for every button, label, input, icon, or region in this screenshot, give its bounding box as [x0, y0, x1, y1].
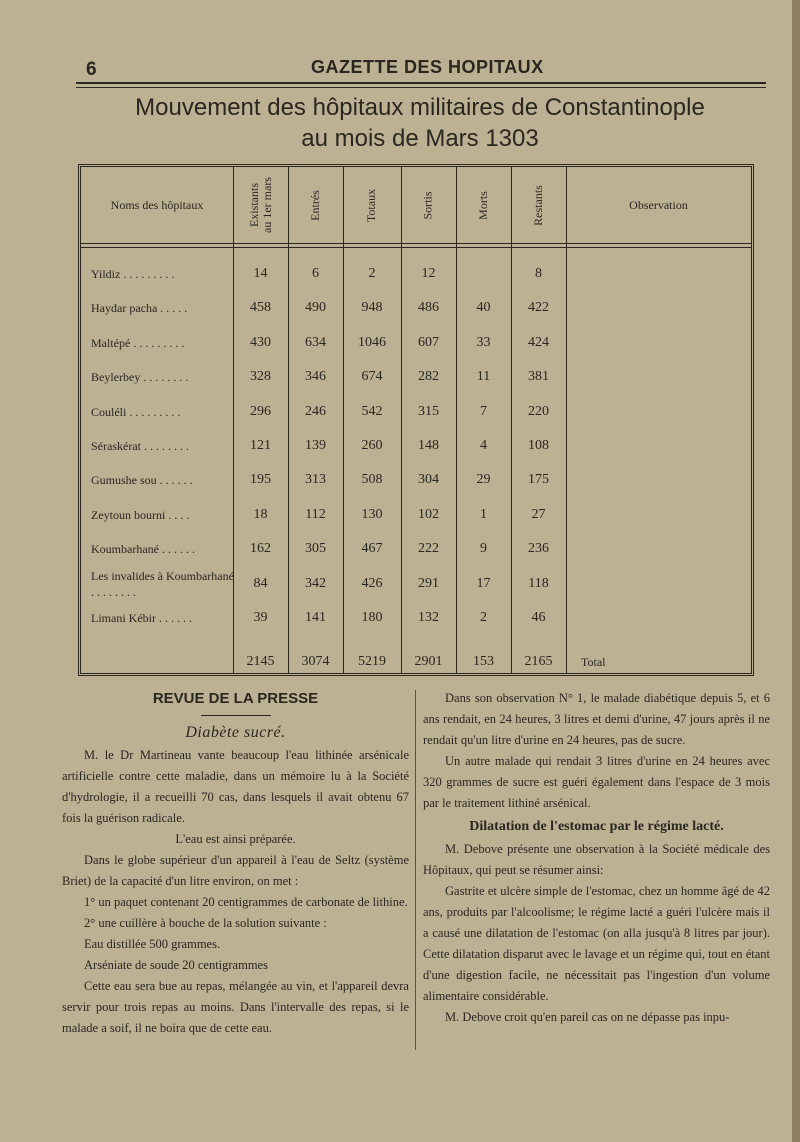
article-paragraph: Dans le globe supérieur d'un appareil à l'eau de Seltz (système Briet) de la capacité d'un litre environ, on met :	[62, 853, 409, 888]
cell-entres: 112	[305, 506, 326, 522]
table-row	[81, 360, 751, 394]
cell-sortis: 282	[418, 369, 439, 385]
cell-restants: 236	[528, 541, 549, 557]
article-paragraph: L'eau est ainsi préparée.	[175, 832, 296, 846]
cell-entres: 6	[312, 266, 319, 281]
hospital-name: Yildiz . . . . . . . . .	[91, 267, 175, 281]
cell-sortis: 291	[418, 575, 439, 591]
table-row	[81, 498, 751, 532]
section-title-rule	[201, 715, 271, 716]
cell-existants: 296	[250, 403, 271, 419]
table-title-line-2: au mois de Mars 1303	[301, 125, 539, 152]
cell-restants: 108	[528, 438, 549, 453]
total-sortis: 2901	[414, 654, 443, 669]
cell-morts: 11	[476, 369, 491, 385]
article-paragraph: M. Debove présente une observation à la Société médicale des Hôpitaux, qui peut se résumer ainsi:	[423, 842, 770, 877]
total-morts: 153	[473, 654, 494, 669]
cell-entres: 342	[305, 575, 326, 591]
cell-existants: 195	[250, 472, 271, 488]
cell-existants: 162	[250, 541, 271, 557]
column-header-sortis: Sortis	[420, 190, 435, 220]
hospital-name: Couléli . . . . . . . . .	[91, 404, 181, 419]
cell-sortis: 304	[418, 472, 439, 488]
column-header-observation: Observation	[629, 197, 688, 212]
cell-totaux: 260	[361, 438, 383, 453]
article-right-column	[423, 688, 770, 1028]
hospital-name: Gumushe sou . . . . . .	[91, 473, 193, 488]
total-totaux: 5219	[358, 654, 386, 669]
cell-totaux: 180	[361, 610, 383, 625]
hospital-name: Limani Kébir . . . . . .	[91, 611, 192, 625]
cell-entres: 346	[305, 369, 326, 385]
cell-existants: 84	[253, 575, 268, 591]
cell-restants: 118	[528, 575, 549, 591]
cell-entres: 139	[305, 438, 326, 453]
cell-morts: 33	[476, 334, 491, 350]
cell-morts	[456, 257, 511, 291]
table-row	[81, 532, 751, 566]
section-title: REVUE DE LA PRESSE	[152, 690, 319, 707]
article-paragraph: M. le Dr Martineau vante beaucoup l'eau lithinée arsénicale artificielle contre cette maladie, dans un mémoire lu à la Société d'hydrologie, il a recueilli 70 cas, dans lesquels il avait obtenu 67 fois la guérison radicale.	[62, 748, 409, 825]
cell-entres: 246	[305, 403, 326, 419]
article-paragraph: 1° un paquet contenant 20 centigrammes de carbonate de lithine.	[84, 895, 408, 909]
cell-sortis: 222	[418, 541, 439, 557]
article-paragraph: Gastrite et ulcère simple de l'estomac, chez un homme âgé de 42 ans, produits par l'alcoolisme; le régime lacté a guéri l'ulcère mais il a causé une dilatation de l'estomac (on alla jusqu'à 8 litres par jour). Cette dilatation disparut avec le lavage et un régime qui, tout en étant d'une digestion facile, ne nécessitait pas l'ingestion d'un volume alimentaire considérable.	[423, 884, 770, 1003]
column-header-restants: Restants	[530, 184, 545, 226]
cell-existants: 328	[250, 369, 271, 385]
cell-totaux: 426	[361, 575, 383, 591]
header-separator	[81, 243, 751, 248]
cell-entres: 305	[305, 541, 326, 557]
cell-existants: 18	[253, 506, 268, 522]
cell-totaux: 467	[361, 541, 383, 557]
cell-totaux: 130	[361, 506, 383, 522]
totals-row	[81, 645, 751, 679]
hospital-name: Zeytoun bourni . . . .	[91, 507, 190, 522]
cell-existants: 121	[250, 438, 271, 453]
cell-entres: 141	[305, 610, 326, 625]
header-rule	[76, 82, 766, 84]
article-paragraph: Arséniate de soude 20 centigrammes	[84, 958, 268, 972]
cell-entres: 313	[305, 472, 326, 488]
column-header-names: Noms des hôpitaux	[110, 197, 204, 212]
cell-morts: 17	[476, 575, 491, 591]
article-paragraph: 2° une cuillère à bouche de la solution suivante :	[84, 916, 327, 930]
article-paragraph: Cette eau sera bue au repas, mélangée au vin, et l'appareil devra servir pour trois repas au moins. Dans l'intervalle des repas, si le malade a soif, il ne boira que de cette eau.	[62, 979, 409, 1035]
cell-existants: 458	[250, 300, 271, 316]
cell-totaux: 2	[368, 266, 376, 281]
column-header-totaux: Totaux	[364, 188, 379, 222]
cell-sortis: 12	[421, 266, 436, 281]
cell-sortis: 132	[418, 610, 439, 625]
cell-totaux: 948	[361, 300, 383, 316]
table-row	[81, 395, 751, 429]
article-subtitle-2: Dilatation de l'estomac par le régime lacté.	[469, 819, 724, 834]
cell-restants: 8	[535, 266, 542, 281]
article-left-column	[62, 688, 409, 1039]
table-row	[81, 601, 751, 635]
table-row	[81, 463, 751, 497]
cell-sortis: 102	[418, 506, 439, 522]
table-title	[100, 92, 740, 154]
cell-existants: 14	[253, 266, 268, 281]
cell-totaux: 674	[361, 369, 383, 385]
cell-totaux: 542	[361, 403, 383, 419]
cell-restants: 422	[528, 300, 549, 316]
running-title: GAZETTE DES HOPITAUX	[311, 57, 544, 77]
cell-morts: 29	[476, 472, 491, 488]
cell-restants: 381	[528, 369, 549, 385]
cell-morts: 4	[480, 438, 487, 453]
cell-sortis: 607	[418, 334, 439, 350]
cell-morts: 40	[476, 300, 491, 316]
hospital-name: Séraskérat . . . . . . . .	[91, 439, 189, 453]
table-header-row	[81, 167, 751, 243]
article-paragraph: M. Debove croit qu'en pareil cas on ne dépasse pas inpu-	[445, 1010, 730, 1024]
column-header-entres: Entrés	[308, 189, 322, 221]
total-label: Total	[581, 655, 606, 669]
column-rule	[415, 690, 416, 1050]
page-header	[76, 52, 766, 88]
table-row	[81, 567, 751, 601]
table-row	[81, 326, 751, 360]
column-header-existants	[233, 167, 288, 243]
cell-totaux: 508	[361, 472, 383, 488]
cell-existants: 430	[250, 334, 271, 350]
total-existants: 2145	[246, 654, 275, 669]
hospital-name: Beylerbey . . . . . . . .	[91, 370, 189, 385]
cell-morts: 7	[480, 403, 487, 419]
cell-morts: 2	[480, 610, 487, 625]
article-paragraph: Dans son observation N° 1, le malade diabétique depuis 5, et 6 ans rendait, en 24 heures, 3 litres et demi d'urine, 47 jours après il ne rendait qu'un litre d'urine en 24 heures, pas de sucre.	[423, 691, 770, 747]
page-number: 6	[86, 59, 97, 80]
column-header-existants-line2: au 1er mars	[259, 177, 274, 233]
hospital-name: Haydar pacha . . . . .	[91, 301, 188, 316]
table-row	[81, 291, 751, 325]
cell-restants: 220	[528, 403, 549, 419]
table-title-line-1: Mouvement des hôpitaux militaires de Constantinople	[135, 94, 705, 121]
table-row	[81, 257, 751, 291]
column-header-morts: Morts	[475, 190, 490, 220]
hospital-name: Les invalides à Koumbarhané . . . . . . . .	[91, 568, 234, 599]
cell-entres: 490	[305, 300, 326, 316]
total-restants: 2165	[524, 654, 553, 669]
hospital-name: Koumbarhané . . . . . .	[91, 542, 195, 557]
cell-restants: 27	[531, 506, 546, 522]
cell-morts: 1	[480, 506, 487, 522]
article-paragraph: Un autre malade qui rendait 3 litres d'urine en 24 heures avec 320 grammes de sucre est guéri également dans l'espace de 3 mois par le traitement lithiné arsénical.	[423, 754, 770, 810]
cell-existants: 39	[253, 610, 268, 625]
cell-sortis: 486	[418, 300, 439, 316]
hospital-statistics-table	[78, 164, 754, 676]
table-row	[81, 429, 751, 463]
cell-totaux: 1046	[358, 334, 386, 350]
hospital-name: Maltépé . . . . . . . . .	[91, 335, 185, 350]
total-entres: 3074	[301, 654, 330, 669]
column-header-existants-line1: Existants	[246, 183, 261, 228]
article-subtitle: Diabète sucré.	[185, 724, 286, 741]
cell-restants: 175	[528, 472, 549, 488]
header-rule-thin	[76, 87, 766, 88]
cell-morts: 9	[480, 541, 487, 557]
cell-sortis: 148	[418, 438, 439, 453]
cell-restants: 424	[528, 334, 549, 350]
cell-restants: 46	[531, 610, 546, 625]
article-paragraph: Eau distillée 500 grammes.	[84, 937, 221, 951]
cell-entres: 634	[305, 334, 326, 350]
cell-sortis: 315	[418, 403, 439, 419]
